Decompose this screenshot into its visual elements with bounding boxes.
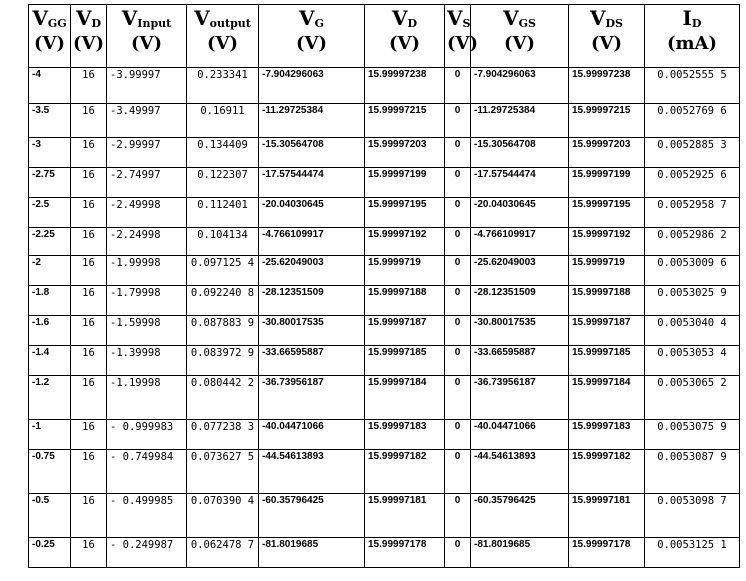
table-row (29, 286, 740, 316)
table-cell: 0 (445, 168, 471, 198)
table-cell: 15.99997192 (365, 228, 445, 256)
table-cell: - 0.749984 (107, 450, 187, 494)
table-cell: -0.25 (29, 538, 71, 568)
table-cell: 15.99997181 (365, 494, 445, 538)
table-cell: 15.99997181 (569, 494, 645, 538)
column-header (471, 5, 569, 68)
column-header-symbol: V (121, 6, 138, 30)
table-cell: 15.99997185 (569, 346, 645, 376)
table-row (29, 420, 740, 450)
table-cell: 16 (71, 450, 107, 494)
table-cell: 16 (71, 256, 107, 286)
table-row (29, 168, 740, 198)
column-header-unit: (V) (296, 33, 327, 54)
table-cell: 0.233341 (187, 68, 259, 104)
column-header (365, 5, 445, 68)
table-cell: -28.12351509 (471, 286, 569, 316)
table-cell: 0.134409 (187, 138, 259, 168)
table-cell: -17.57544474 (471, 168, 569, 198)
column-header-symbol: V (589, 6, 606, 30)
column-header-symbol: V (194, 6, 210, 30)
table-cell: -17.57544474 (259, 168, 365, 198)
table-cell: 15.99997203 (569, 138, 645, 168)
table-cell: - 0.999983 (107, 420, 187, 450)
table-row (29, 104, 740, 138)
column-header-subscript: GS (518, 17, 536, 30)
table-cell: - 0.249987 (107, 538, 187, 568)
table-cell: 15.99997178 (569, 538, 645, 568)
table-cell: 15.99997203 (365, 138, 445, 168)
column-header-subscript: Input (137, 17, 172, 30)
table-cell: -36.73956187 (471, 376, 569, 420)
table-cell: 0.092240 8 (187, 286, 259, 316)
table-cell: 16 (71, 494, 107, 538)
column-header-unit: (mA) (666, 33, 718, 54)
table-cell: -1.99998 (107, 256, 187, 286)
table-cell: 0 (445, 138, 471, 168)
table-cell: 0 (445, 450, 471, 494)
table-cell: -15.30564708 (259, 138, 365, 168)
table-cell: 0.0052555 5 (645, 68, 740, 104)
column-header (187, 5, 259, 68)
table-cell: -25.62049003 (471, 256, 569, 286)
table-cell: 15.99997238 (569, 68, 645, 104)
table-row (29, 494, 740, 538)
table-cell: 15.9999719 (365, 256, 445, 286)
table-cell: - 0.499985 (107, 494, 187, 538)
table-cell: -2.24998 (107, 228, 187, 256)
table-cell: 16 (71, 376, 107, 420)
table-row (29, 538, 740, 568)
table-row (29, 256, 740, 286)
table-cell: 0 (445, 494, 471, 538)
table-cell: 0 (445, 286, 471, 316)
table-row (29, 138, 740, 168)
table-cell: 15.99997178 (365, 538, 445, 568)
table-cell: -15.30564708 (471, 138, 569, 168)
table-cell: -40.04471066 (471, 420, 569, 450)
table-cell: 0.080442 2 (187, 376, 259, 420)
table-cell: 0 (445, 198, 471, 228)
table-cell: 15.99997184 (365, 376, 445, 420)
column-header-symbol: V (503, 6, 519, 30)
table-cell: 15.99997183 (365, 420, 445, 450)
table-cell: -11.29725384 (259, 104, 365, 138)
table-cell: 0.0053065 2 (645, 376, 740, 420)
table-cell: -25.62049003 (259, 256, 365, 286)
table-cell: 0 (445, 256, 471, 286)
table-cell: 0 (445, 420, 471, 450)
table-cell: 0.070390 4 (187, 494, 259, 538)
table-cell: 16 (71, 286, 107, 316)
table-cell: 16 (71, 228, 107, 256)
table-cell: -1.2 (29, 376, 71, 420)
column-header-subscript: DS (605, 17, 623, 30)
table-cell: -28.12351509 (259, 286, 365, 316)
column-header-unit: (V) (207, 33, 238, 54)
table-cell: 15.99997188 (365, 286, 445, 316)
column-header (71, 5, 107, 68)
column-header-symbol: V (32, 6, 48, 30)
table-cell: 0.077238 3 (187, 420, 259, 450)
table-cell: -3 (29, 138, 71, 168)
table-cell: 0.073627 5 (187, 450, 259, 494)
table-cell: -3.99997 (107, 68, 187, 104)
table-cell: 15.99997182 (365, 450, 445, 494)
table-cell: -7.904296063 (259, 68, 365, 104)
column-header (259, 5, 365, 68)
table-cell: -4 (29, 68, 71, 104)
table-cell: 16 (71, 138, 107, 168)
table-cell: 15.99997187 (365, 316, 445, 346)
column-header-unit: (V) (34, 33, 65, 54)
column-header-subscript: D (691, 17, 702, 30)
table-cell: -1.4 (29, 346, 71, 376)
table-cell: 0.0053098 7 (645, 494, 740, 538)
column-header-symbol: V (75, 6, 92, 30)
table-cell: 0.083972 9 (187, 346, 259, 376)
table-cell: -4.766109917 (259, 228, 365, 256)
table-row (29, 316, 740, 346)
table-cell: 0.0052986 2 (645, 228, 740, 256)
table-cell: 15.99997184 (569, 376, 645, 420)
table-cell: 16 (71, 346, 107, 376)
table-cell: -33.66595887 (471, 346, 569, 376)
table-cell: -20.04030645 (471, 198, 569, 228)
table-cell: 0.122307 (187, 168, 259, 198)
table-cell: -4.766109917 (471, 228, 569, 256)
table-cell: -1 (29, 420, 71, 450)
table-cell: 0.0053040 4 (645, 316, 740, 346)
table-cell: -60.35796425 (471, 494, 569, 538)
column-header (107, 5, 187, 68)
table-cell: 15.99997187 (569, 316, 645, 346)
table-cell: 16 (71, 538, 107, 568)
table-cell: 0.112401 (187, 198, 259, 228)
column-header-unit: (V) (447, 33, 478, 54)
table-cell: 0.0053009 6 (645, 256, 740, 286)
table-cell: -0.75 (29, 450, 71, 494)
table-cell: -1.79998 (107, 286, 187, 316)
column-header-subscript: GG (47, 17, 67, 30)
table-cell: 15.99997199 (365, 168, 445, 198)
table-cell: 0 (445, 376, 471, 420)
column-header-subscript: D (91, 17, 102, 30)
table-cell: -1.8 (29, 286, 71, 316)
table-cell: 0 (445, 104, 471, 138)
table-cell: 0.0053053 4 (645, 346, 740, 376)
table-cell: 0.0052925 6 (645, 168, 740, 198)
table-cell: 16 (71, 316, 107, 346)
table-cell: -1.59998 (107, 316, 187, 346)
table-cell: 0.0053087 9 (645, 450, 740, 494)
table-cell: 15.99997185 (365, 346, 445, 376)
table-row (29, 450, 740, 494)
table-cell: 16 (71, 168, 107, 198)
table-cell: 16 (71, 420, 107, 450)
table-cell: -2.74997 (107, 168, 187, 198)
column-header-unit: (V) (591, 33, 622, 54)
table-cell: 15.99997199 (569, 168, 645, 198)
column-header-symbol: I (682, 6, 692, 30)
table-cell: 0.0053075 9 (645, 420, 740, 450)
table-cell: 16 (71, 68, 107, 104)
table-row (29, 376, 740, 420)
table-cell: -2.75 (29, 168, 71, 198)
table-cell: 0 (445, 316, 471, 346)
table-row (29, 346, 740, 376)
table-cell: -2.49998 (107, 198, 187, 228)
table-cell: 0 (445, 68, 471, 104)
header-row (29, 5, 740, 68)
table-cell: -36.73956187 (259, 376, 365, 420)
table-cell: 0.0052958 7 (645, 198, 740, 228)
table-cell: -2.99997 (107, 138, 187, 168)
column-header-subscript: G (314, 17, 324, 30)
table-cell: 15.9999719 (569, 256, 645, 286)
table-cell: 15.99997183 (569, 420, 645, 450)
table-cell: 15.99997215 (569, 104, 645, 138)
column-header (645, 5, 740, 68)
column-header-subscript: output (209, 17, 251, 30)
column-header (569, 5, 645, 68)
column-header-unit: (V) (389, 33, 420, 54)
table-body (29, 68, 740, 568)
table-cell: -11.29725384 (471, 104, 569, 138)
column-header-symbol: V (299, 6, 315, 30)
column-header-unit: (V) (73, 33, 104, 54)
table-cell: -1.39998 (107, 346, 187, 376)
results-table (28, 4, 740, 568)
table-cell: 0.087883 9 (187, 316, 259, 346)
table-cell: -3.49997 (107, 104, 187, 138)
table-cell: 15.99997215 (365, 104, 445, 138)
table-cell: 0 (445, 538, 471, 568)
table-cell: -81.8019685 (259, 538, 365, 568)
column-header-subscript: D (407, 17, 418, 30)
table-cell: 15.99997188 (569, 286, 645, 316)
table-cell: -20.04030645 (259, 198, 365, 228)
table-cell: 0.0052885 3 (645, 138, 740, 168)
table-cell: 15.99997195 (365, 198, 445, 228)
table-cell: -30.80017535 (259, 316, 365, 346)
table-cell: -1.6 (29, 316, 71, 346)
column-header (29, 5, 71, 68)
table-cell: 0.0053125 1 (645, 538, 740, 568)
column-header-symbol: V (447, 6, 463, 30)
table-cell: 15.99997182 (569, 450, 645, 494)
table-cell: 15.99997192 (569, 228, 645, 256)
table-cell: -30.80017535 (471, 316, 569, 346)
table-cell: -33.66595887 (259, 346, 365, 376)
table-cell: 16 (71, 104, 107, 138)
table-cell: 0.16911 (187, 104, 259, 138)
table-cell: -60.35796425 (259, 494, 365, 538)
table-cell: 15.99997195 (569, 198, 645, 228)
table-cell: 0.0053025 9 (645, 286, 740, 316)
table-cell: 0.097125 4 (187, 256, 259, 286)
table-cell: -2.25 (29, 228, 71, 256)
table-cell: 0 (445, 228, 471, 256)
table-cell: -2.5 (29, 198, 71, 228)
table-cell: -0.5 (29, 494, 71, 538)
table-row (29, 228, 740, 256)
table-cell: 0.062478 7 (187, 538, 259, 568)
column-header-unit: (V) (131, 33, 162, 54)
column-header-symbol: V (391, 6, 408, 30)
table-cell: -44.54613893 (259, 450, 365, 494)
table-row (29, 68, 740, 104)
table-cell: -40.04471066 (259, 420, 365, 450)
table-cell: -3.5 (29, 104, 71, 138)
column-header-subscript: S (462, 17, 471, 30)
table-cell: -2 (29, 256, 71, 286)
table-cell: 15.99997238 (365, 68, 445, 104)
table-cell: 0.104134 (187, 228, 259, 256)
table-cell: -1.19998 (107, 376, 187, 420)
table-cell: 0 (445, 346, 471, 376)
table-cell: -44.54613893 (471, 450, 569, 494)
column-header (445, 5, 478, 68)
table-cell: 0.0052769 6 (645, 104, 740, 138)
table-cell: -7.904296063 (471, 68, 569, 104)
table-row (29, 198, 740, 228)
table-cell: 16 (71, 198, 107, 228)
column-header-unit: (V) (504, 33, 535, 54)
table-cell: -81.8019685 (471, 538, 569, 568)
